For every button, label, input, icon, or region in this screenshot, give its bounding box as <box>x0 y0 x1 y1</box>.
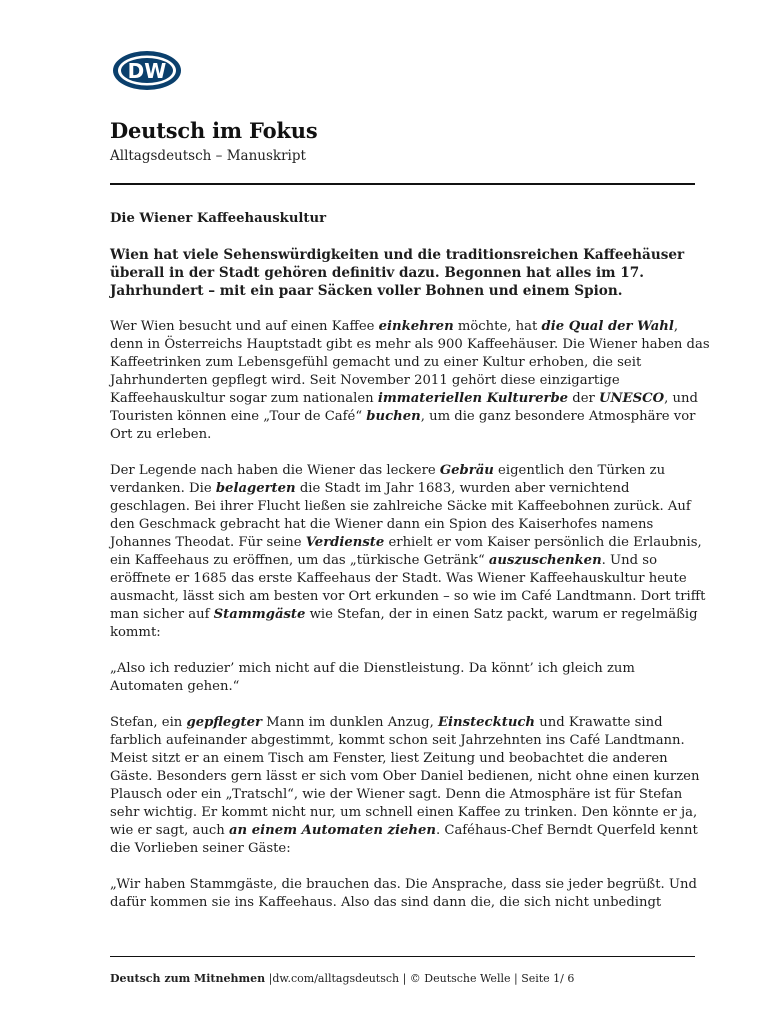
paragraph-text: . Caféhaus-Chef Berndt Querfeld kennt die Vorlieben seiner Gäste: <box>110 823 698 856</box>
paragraph-text: möchte, hat <box>453 319 542 334</box>
page-footer <box>110 972 574 985</box>
paragraph-text: , denn in Österreichs Hauptstadt gibt es mehr als 900 Kaffeehäuser. Die Wiener haben das Kaffeetrinken zum Lebensgefühl gemacht und zu einer Kultur erhoben, die seit Jahrhunderten gepflegt wird. Seit November 2011 gehört diese einzigartige Kaffeehauskultur sogar zum nationalen <box>110 319 710 406</box>
paragraph-text: eigentlich den Türken zu verdanken. Die <box>110 463 666 496</box>
paragraph-text: wie Stefan, der in einen Satz packt, warum er regelmäßig kommt: <box>110 607 698 640</box>
article-paragraph <box>110 876 710 912</box>
vocabulary-term: Stammgäste <box>213 607 306 622</box>
paragraph-text: . Und so eröffnete er 1685 das erste Kaffeehaus der Stadt. Was Wiener Kaffeehauskultur heute ausmacht, lässt sich am besten vor Ort erkunden – so wie im Café Landtmann. Dort trifft man sicher auf <box>110 553 706 622</box>
vocabulary-term: an einem Automaten ziehen <box>228 823 436 838</box>
article-paragraph <box>110 714 710 858</box>
vocabulary-term: auszuschenken <box>488 553 602 568</box>
paragraph-text: erhielt er vom Kaiser persönlich die Erlaubnis, ein Kaffeehaus zu eröffnen, um das „türkische Getränk“ <box>110 535 702 568</box>
footer-brand: Deutsch zum Mitnehmen <box>110 972 266 985</box>
article-heading: Die Wiener Kaffeehauskultur <box>110 211 327 226</box>
paragraph-text: der <box>568 391 599 406</box>
vocabulary-term: immateriellen Kulturerbe <box>377 391 569 406</box>
vocabulary-term: belagerten <box>215 481 296 496</box>
article-paragraph <box>110 318 710 444</box>
paragraph-text: die Stadt im Jahr 1683, wurden aber vernichtend geschlagen. Bei ihrer Flucht ließen sie zahlreiche Säcke mit Kaffeebohnen zurück. Auf den Geschmack gebracht hat die Wiener dann ein Spion des Kaiserhofes namens Johannes Theodat. Für seine <box>110 481 691 550</box>
vocabulary-term: UNESCO <box>599 391 665 406</box>
paragraph-text: Der Legende nach haben die Wiener das leckere <box>110 463 440 478</box>
footer-divider <box>110 956 695 957</box>
logo-text: DW <box>127 59 167 83</box>
vocabulary-term: Verdienste <box>305 535 385 550</box>
header-divider <box>110 183 695 185</box>
paragraph-text: Mann im dunklen Anzug, <box>261 715 438 730</box>
article-paragraph <box>110 462 710 642</box>
vocabulary-term: Gebräu <box>439 463 494 478</box>
paragraph-text: , und Touristen können eine „Tour de Café“ <box>110 391 698 424</box>
vocabulary-term: gepflegter <box>186 715 262 730</box>
paragraph-text: Wer Wien besucht und auf einen Kaffee <box>110 319 379 334</box>
footer-info: |dw.com/alltagsdeutsch | © Deutsche Welle | Seite 1/ 6 <box>265 972 575 985</box>
paragraph-text: Stefan, ein <box>110 715 187 730</box>
dw-logo-icon <box>112 50 182 91</box>
article-paragraphs <box>110 318 710 912</box>
paragraph-text: und Krawatte sind farblich aufeinander abgestimmt, kommt schon seit Jahrzehnten ins Café Landtmann. Meist sitzt er an einem Tisch am Fenster, liest Zeitung und beobachtet die anderen Gäste. Besonders gern lässt er sich vom Ober Daniel bedienen, nicht ohne einen kurzen Plausch oder ein „Tratschl“, wie der Wiener sagt. Denn die Atmosphäre ist für Stefan sehr wichtig. Er kommt nicht nur, um schnell einen Kaffee zu trinken. Den könnte er ja, wie er sagt, auch <box>110 715 700 838</box>
vocabulary-term: buchen <box>366 409 421 424</box>
vocabulary-term: die Qual der Wahl <box>541 319 674 334</box>
vocabulary-term: Einstecktuch <box>438 715 536 730</box>
document-subtitle: Alltagsdeutsch – Manuskript <box>110 148 306 164</box>
article-body <box>110 210 710 930</box>
document-title: Deutsch im Fokus <box>110 118 318 143</box>
article-lead: Wien hat viele Sehenswürdigkeiten und die traditionsreichen Kaffeehäuser überall in der Stadt gehören definitiv dazu. Begonnen hat alles im 17. Jahrhundert – mit ein paar Säcken voller Bohnen und einem Spion. <box>110 247 685 299</box>
paragraph-text: „Also ich reduzier’ mich nicht auf die Dienstleistung. Da könnt’ ich gleich zum Automaten gehen.“ <box>110 661 635 694</box>
article-paragraph <box>110 660 710 696</box>
paragraph-text: , um die ganz besondere Atmosphäre vor Ort zu erleben. <box>110 409 696 442</box>
paragraph-text: „Wir haben Stammgäste, die brauchen das. Die Ansprache, dass sie jeder begrüßt. Und dafür kommen sie ins Kaffeehaus. Also das sind dann die, die sich nicht unbedingt <box>110 877 697 910</box>
vocabulary-term: einkehren <box>378 319 454 334</box>
